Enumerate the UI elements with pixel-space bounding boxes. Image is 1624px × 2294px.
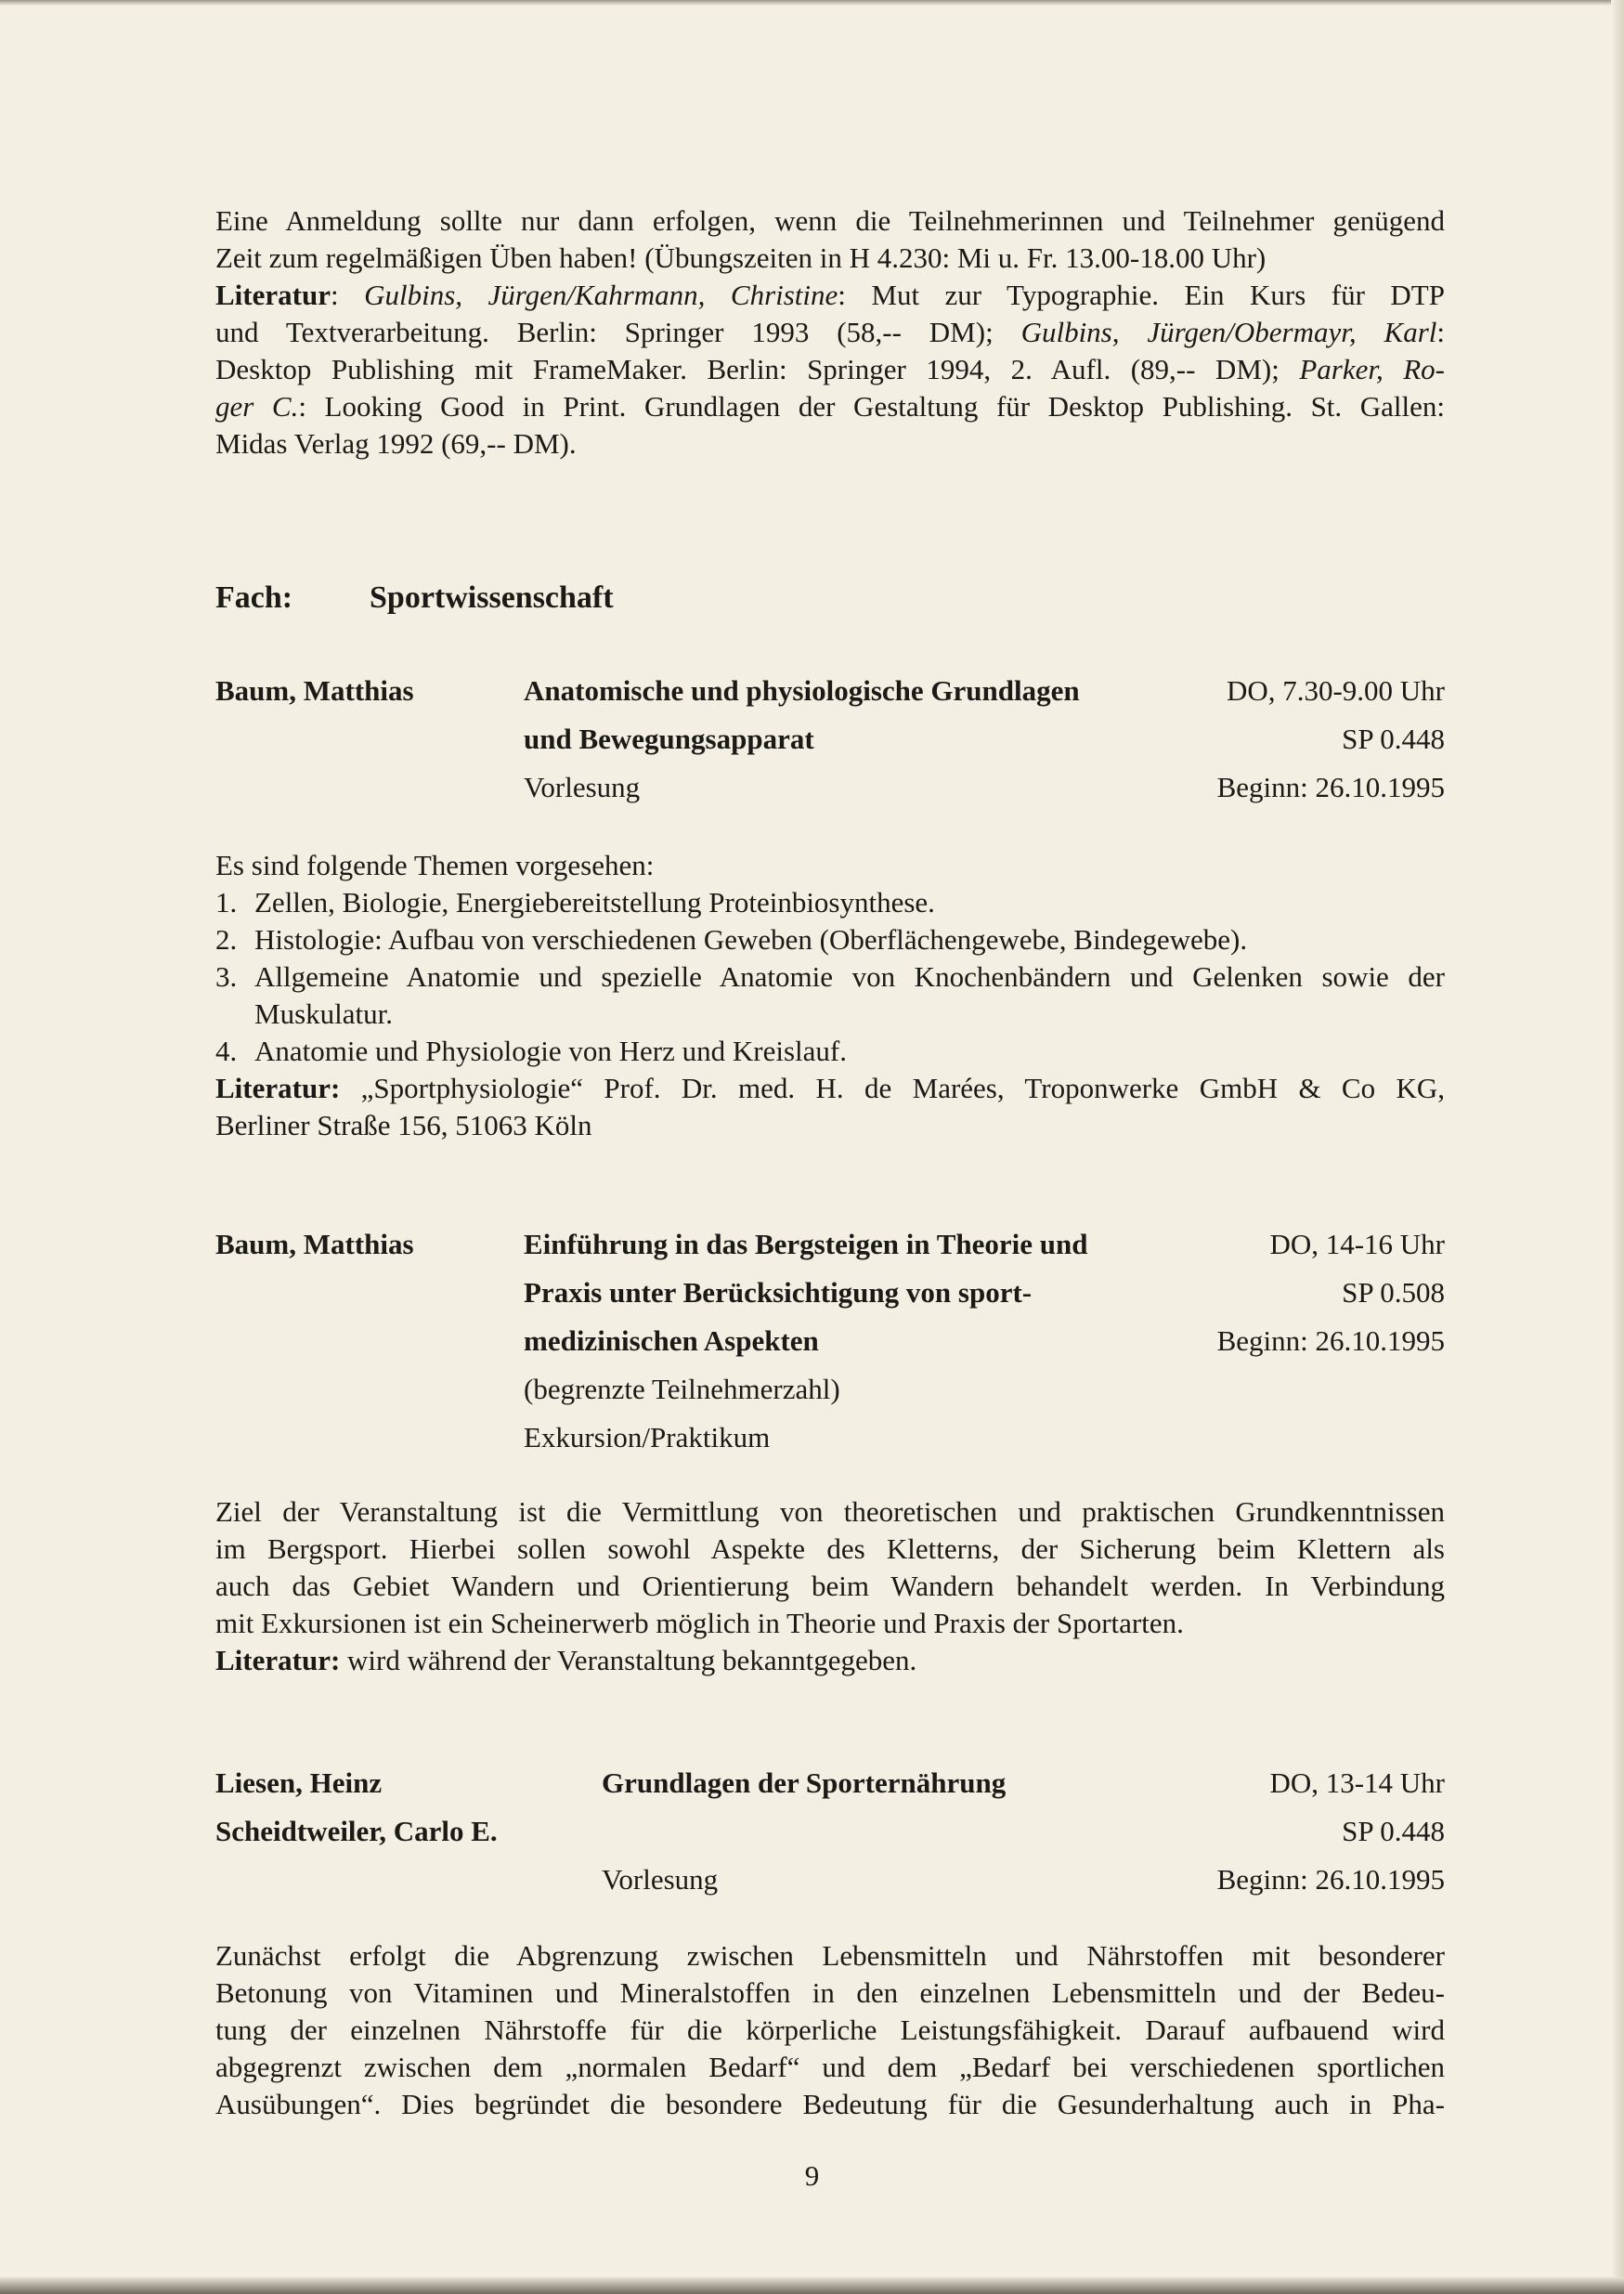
literatur-author-1: Gulbins, Jürgen/Kahrmann, Christine bbox=[364, 279, 838, 311]
literatur-colon: : bbox=[330, 279, 339, 311]
course-sporternaehrung-description bbox=[215, 1937, 1445, 2123]
description-line: tung der einzelnen Nährstoffe für die körperliche Leistungsfähigkeit. Darauf aufbauend wird bbox=[215, 2014, 1445, 2046]
course-row bbox=[215, 1220, 1445, 1269]
course-room: SP 0.508 bbox=[1342, 1276, 1445, 1309]
subject-name: Sportwissenschaft bbox=[370, 580, 614, 615]
course-literatur bbox=[215, 1642, 1445, 1679]
course-row bbox=[215, 1269, 1445, 1317]
course-row bbox=[215, 1807, 1445, 1856]
course-row bbox=[215, 1365, 1445, 1414]
list-item bbox=[215, 921, 1445, 958]
list-item bbox=[215, 958, 1445, 1033]
list-item-number: 4. bbox=[215, 1035, 238, 1067]
course-time: DO, 13-14 Uhr bbox=[1269, 1766, 1445, 1799]
course-lecturer: Baum, Matthias bbox=[215, 674, 414, 707]
intro-literatur-line-3 bbox=[215, 351, 1445, 388]
literatur-author-2: Gulbins, Jürgen/Obermayr, Karl bbox=[1020, 316, 1437, 348]
list-item bbox=[215, 1033, 1445, 1070]
list-item-text: Allgemeine Anatomie und spezielle Anatomie von Knochenbändern und Gelenken sowie der bbox=[254, 960, 1445, 993]
page-edge-bottom bbox=[0, 2277, 1624, 2294]
list-item-text: Zellen, Biologie, Energiebereitstellung Proteinbiosynthese. bbox=[254, 886, 935, 919]
course-lecturer: Baum, Matthias bbox=[215, 1228, 414, 1260]
course-start: Beginn: 26.10.1995 bbox=[1216, 771, 1445, 803]
literatur-text-2: und Textverarbeitung. Berlin: Springer 1993 (58,-- DM); bbox=[215, 316, 1021, 348]
course-title-line-1: Einführung in das Bergsteigen in Theorie und bbox=[524, 1228, 1088, 1260]
intro-line-1: Eine Anmeldung sollte nur dann erfolgen, wenn die Teilnehmerinnen und Teilnehmer genügend bbox=[215, 204, 1445, 237]
list-item-number: 1. bbox=[215, 886, 238, 919]
course-lecturer-1: Liesen, Heinz bbox=[215, 1766, 383, 1799]
course-type: Vorlesung bbox=[602, 1863, 719, 1896]
course-type: Exkursion/Praktikum bbox=[524, 1421, 771, 1453]
course-row bbox=[215, 1317, 1445, 1365]
literatur-text: wird während der Veranstaltung bekanntgegeben. bbox=[340, 1644, 917, 1676]
course-lecturer-2: Scheidtweiler, Carlo E. bbox=[215, 1815, 498, 1847]
course-time: DO, 7.30-9.00 Uhr bbox=[1226, 674, 1445, 707]
course-title-line-2: und Bewegungsapparat bbox=[524, 723, 814, 755]
literatur-text-3: : bbox=[1436, 316, 1445, 348]
course-sporternaehrung bbox=[215, 1759, 1445, 1904]
literatur-text: „Sportphysiologie“ Prof. Dr. med. H. de Marées, Troponwerke GmbH & Co KG, bbox=[340, 1072, 1445, 1104]
course-row bbox=[215, 1856, 1445, 1904]
course-bergsteigen bbox=[215, 1220, 1445, 1462]
intro-line-2: Zeit zum regelmäßigen Üben haben! (Übungszeiten in H 4.230: Mi u. Fr. 13.00-18.00 Uhr) bbox=[215, 241, 1267, 274]
course-note: (begrenzte Teilnehmerzahl) bbox=[524, 1373, 840, 1405]
list-item-number: 2. bbox=[215, 923, 238, 956]
course-bergsteigen-description bbox=[215, 1493, 1445, 1679]
intro-literatur-line-1 bbox=[215, 277, 1445, 314]
literatur-author-3b: ger C. bbox=[215, 390, 299, 423]
list-item-text-cont: Muskulatur. bbox=[254, 997, 393, 1030]
description-line: Betonung von Vitaminen und Mineralstoffen in den einzelnen Lebensmitteln und der Bedeu- bbox=[215, 1976, 1445, 2009]
literatur-text-4: Desktop Publishing mit FrameMaker. Berlin: Springer 1994, 2. Aufl. (89,-- DM); bbox=[215, 353, 1300, 385]
course-time: DO, 14-16 Uhr bbox=[1269, 1228, 1445, 1260]
description-line: Ziel der Veranstaltung ist die Vermittlung von theoretischen und praktischen Grundkenntnissen bbox=[215, 1495, 1445, 1528]
page-edge-right bbox=[1611, 0, 1624, 2294]
course-literatur-cont: Berliner Straße 156, 51063 Köln bbox=[215, 1109, 592, 1141]
course-title: Grundlagen der Sporternährung bbox=[602, 1766, 1007, 1799]
literatur-author-3a: Parker, Ro- bbox=[1299, 353, 1446, 385]
literatur-text-1: : Mut zur Typographie. Ein Kurs für DTP bbox=[838, 279, 1445, 311]
description-line: Zunächst erfolgt die Abgrenzung zwischen Lebensmitteln und Nährstoffen mit besonderer bbox=[215, 1939, 1445, 1972]
page-edge-top bbox=[0, 0, 1624, 6]
intro-literatur-line-2 bbox=[215, 314, 1445, 351]
description-line: abgegrenzt zwischen dem „normalen Bedarf“ und dem „Bedarf bei verschiedenen sportlichen bbox=[215, 2051, 1445, 2083]
topics-intro: Es sind folgende Themen vorgesehen: bbox=[215, 849, 655, 881]
description-line: auch das Gebiet Wandern und Orientierung beim Wandern behandelt werden. In Verbindung bbox=[215, 1570, 1445, 1602]
description-line: mit Exkursionen ist ein Scheinerwerb möglich in Theorie und Praxis der Sportarten. bbox=[215, 1607, 1184, 1639]
course-start: Beginn: 26.10.1995 bbox=[1216, 1863, 1445, 1896]
intro-paragraph bbox=[215, 202, 1445, 463]
course-room: SP 0.448 bbox=[1342, 1815, 1445, 1847]
course-title-line-1: Anatomische und physiologische Grundlagen bbox=[524, 674, 1080, 707]
course-room: SP 0.448 bbox=[1342, 723, 1445, 755]
topic-list bbox=[215, 884, 1445, 1070]
list-item-number: 3. bbox=[215, 960, 238, 993]
list-item-text: Histologie: Aufbau von verschiedenen Geweben (Oberflächengewebe, Bindegewebe). bbox=[254, 923, 1248, 956]
subject-label: Fach: bbox=[215, 580, 293, 615]
description-line: Ausübungen“. Dies begründet die besondere Bedeutung für die Gesunderhaltung auch in Pha- bbox=[215, 2088, 1445, 2120]
course-literatur bbox=[215, 1070, 1445, 1107]
course-title-line-2: Praxis unter Berücksichtigung von sport- bbox=[524, 1276, 1033, 1309]
intro-literatur-line-5: Midas Verlag 1992 (69,-- DM). bbox=[215, 427, 577, 460]
course-row bbox=[215, 1759, 1445, 1807]
literatur-text-5: : Looking Good in Print. Grundlagen der Gestaltung für Desktop Publishing. St. Gallen: bbox=[298, 390, 1445, 423]
course-row bbox=[215, 763, 1445, 812]
course-title-line-3: medizinischen Aspekten bbox=[524, 1324, 819, 1357]
course-start: Beginn: 26.10.1995 bbox=[1216, 1324, 1445, 1357]
page-number: 9 bbox=[804, 2159, 820, 2192]
intro-literatur-line-4 bbox=[215, 388, 1445, 425]
literatur-label: Literatur: bbox=[215, 1072, 341, 1104]
list-item bbox=[215, 884, 1445, 921]
course-anatomie bbox=[215, 667, 1445, 812]
course-type: Vorlesung bbox=[524, 771, 641, 803]
list-item-text: Anatomie und Physiologie von Herz und Kreislauf. bbox=[254, 1035, 847, 1067]
subject-heading bbox=[215, 580, 614, 616]
course-row bbox=[215, 1414, 1445, 1462]
literatur-label: Literatur bbox=[215, 279, 331, 311]
literatur-label: Literatur: bbox=[215, 1644, 341, 1676]
description-line: im Bergsport. Hierbei sollen sowohl Aspekte des Kletterns, der Sicherung beim Klettern als bbox=[215, 1532, 1445, 1565]
course-anatomie-description bbox=[215, 847, 1445, 1144]
course-row bbox=[215, 715, 1445, 763]
course-row bbox=[215, 667, 1445, 715]
